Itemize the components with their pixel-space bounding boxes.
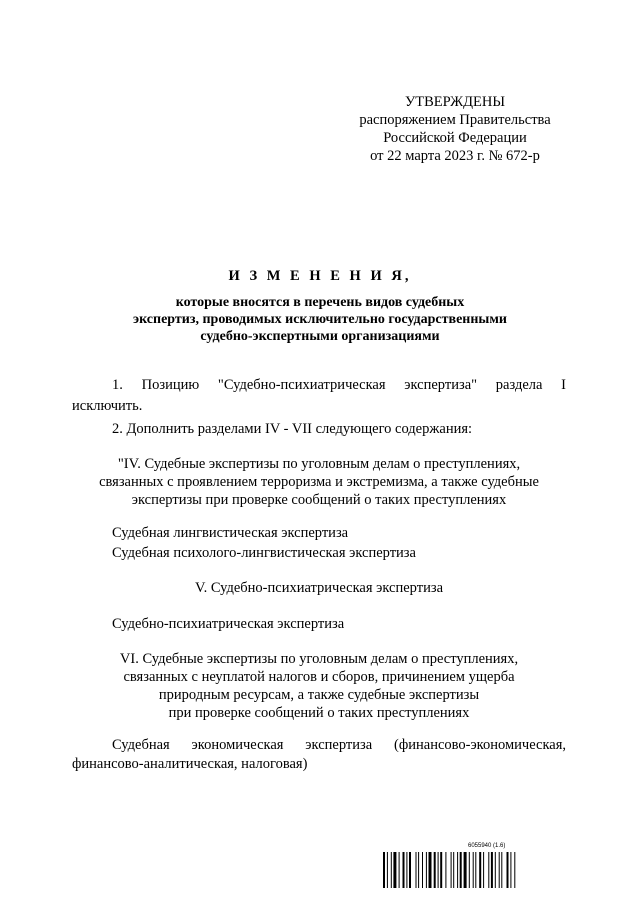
subtitle-line-1: которые вносятся в перечень видов судебных	[175, 295, 465, 310]
barcode-number: 6055940 (1.6)	[468, 843, 506, 849]
subtitle-line-2: экспертиз, проводимых исключительно государственными	[133, 312, 507, 327]
approval-block	[340, 93, 570, 165]
section-6-line-2: связанных с неуплатой налогов и сборов, причинением ущерба	[123, 669, 515, 685]
item-1-line-2: исключить.	[72, 398, 143, 414]
section-6-line-3: природным ресурсам, а также судебные экспертизы	[158, 687, 480, 703]
approval-line-order: распоряжением Правительства	[359, 112, 551, 128]
section-4-heading	[72, 455, 566, 509]
approval-line-government: Российской Федерации	[383, 130, 527, 146]
section-4-item-psycholinguistic: Судебная психолого-лингвистическая экспертиза	[112, 545, 416, 561]
section-4-line-2: связанных с проявлением терроризма и экстремизма, а также судебные	[99, 474, 539, 490]
section-6-line-4: при проверке сообщений о таких преступлениях	[168, 705, 470, 721]
section-6-line-1: VI. Судебные экспертизы по уголовным делам о преступлениях,	[119, 651, 519, 667]
item-2: 2. Дополнить разделами IV - VII следующего содержания:	[112, 421, 473, 437]
barcode	[383, 843, 573, 889]
section-4-item-linguistic: Судебная лингвистическая экспертиза	[112, 525, 349, 541]
document-subtitle	[0, 294, 640, 345]
section-6-item-line-1: Судебная экономическая экспертиза (финансово-экономическая,	[112, 737, 566, 753]
document-title: И З М Е Н Е Н И Я,	[228, 268, 412, 284]
subtitle-line-3: судебно-экспертными организациями	[200, 329, 440, 344]
section-6-item-line-2: финансово-аналитическая, налоговая)	[72, 756, 308, 772]
section-6-heading	[72, 650, 566, 722]
section-5-heading: V. Судебно-психиатрическая экспертиза	[194, 580, 443, 596]
approval-line-date: от 22 марта 2023 г. № 672-р	[370, 148, 540, 164]
approval-heading: УТВЕРЖДЕНЫ	[404, 94, 506, 110]
item-1-line-1: 1. Позицию "Судебно-психиатрическая экспертиза" раздела I	[112, 377, 566, 393]
section-5-item: Судебно-психиатрическая экспертиза	[112, 616, 345, 632]
section-4-line-1: "IV. Судебные экспертизы по уголовным делам о преступлениях,	[117, 456, 521, 472]
section-4-line-3: экспертизы при проверке сообщений о таких преступлениях	[131, 492, 507, 508]
barcode-bars	[383, 852, 573, 888]
